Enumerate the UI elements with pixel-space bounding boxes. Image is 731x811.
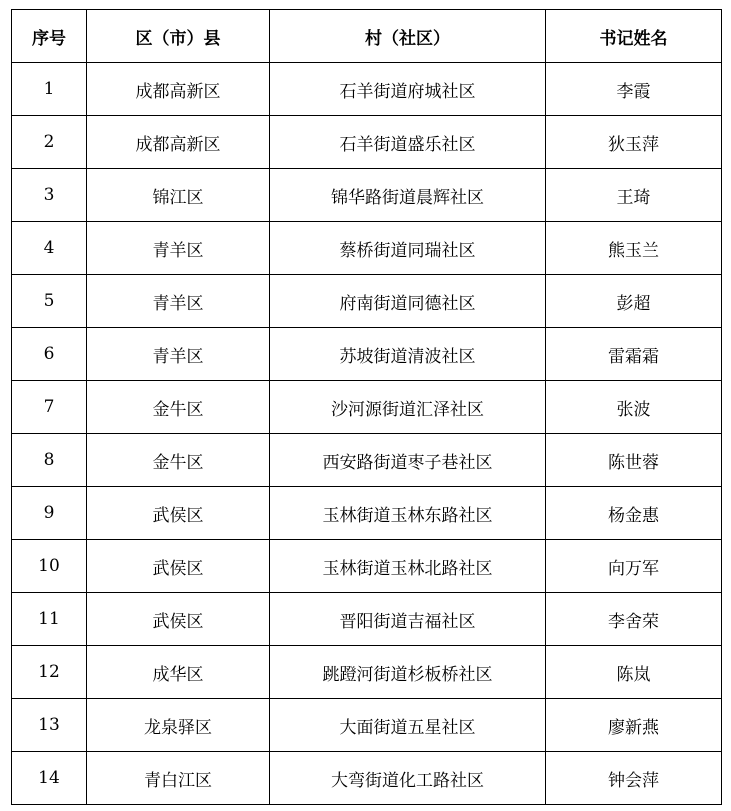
cell-community: 晋阳街道吉福社区 [270, 593, 546, 646]
header-district: 区（市）县 [87, 10, 270, 63]
cell-community: 西安路街道枣子巷社区 [270, 434, 546, 487]
cell-district: 武侯区 [87, 487, 270, 540]
cell-community: 玉林街道玉林北路社区 [270, 540, 546, 593]
table-row [12, 116, 722, 169]
cell-index: 3 [12, 169, 87, 222]
cell-secretary: 李霞 [546, 63, 722, 116]
cell-community: 大面街道五星社区 [270, 699, 546, 752]
cell-index: 11 [12, 593, 87, 646]
cell-index: 7 [12, 381, 87, 434]
table-row [12, 434, 722, 487]
table-row [12, 63, 722, 116]
table-row [12, 646, 722, 699]
cell-district: 锦江区 [87, 169, 270, 222]
table-row [12, 487, 722, 540]
header-row [12, 10, 722, 63]
cell-district: 武侯区 [87, 540, 270, 593]
cell-community: 苏坡街道清波社区 [270, 328, 546, 381]
cell-community: 石羊街道盛乐社区 [270, 116, 546, 169]
cell-index: 14 [12, 752, 87, 805]
cell-community: 沙河源街道汇泽社区 [270, 381, 546, 434]
cell-community: 锦华路街道晨辉社区 [270, 169, 546, 222]
cell-index: 13 [12, 699, 87, 752]
cell-secretary: 雷霜霜 [546, 328, 722, 381]
table-row [12, 275, 722, 328]
table-row [12, 752, 722, 805]
cell-secretary: 钟会萍 [546, 752, 722, 805]
table-row [12, 328, 722, 381]
cell-district: 金牛区 [87, 434, 270, 487]
table-row [12, 169, 722, 222]
cell-index: 5 [12, 275, 87, 328]
cell-community: 大弯街道化工路社区 [270, 752, 546, 805]
cell-district: 青羊区 [87, 275, 270, 328]
cell-district: 青白江区 [87, 752, 270, 805]
cell-district: 金牛区 [87, 381, 270, 434]
cell-district: 龙泉驿区 [87, 699, 270, 752]
cell-index: 4 [12, 222, 87, 275]
cell-community: 跳蹬河街道杉板桥社区 [270, 646, 546, 699]
cell-index: 6 [12, 328, 87, 381]
cell-secretary: 张波 [546, 381, 722, 434]
table-row [12, 381, 722, 434]
cell-secretary: 王琦 [546, 169, 722, 222]
cell-secretary: 廖新燕 [546, 699, 722, 752]
table-row [12, 222, 722, 275]
cell-secretary: 狄玉萍 [546, 116, 722, 169]
table-row [12, 540, 722, 593]
table-row [12, 593, 722, 646]
header-index: 序号 [12, 10, 87, 63]
cell-index: 12 [12, 646, 87, 699]
table-row [12, 699, 722, 752]
cell-community: 蔡桥街道同瑞社区 [270, 222, 546, 275]
cell-secretary: 陈岚 [546, 646, 722, 699]
header-community: 村（社区） [270, 10, 546, 63]
cell-community: 石羊街道府城社区 [270, 63, 546, 116]
cell-index: 2 [12, 116, 87, 169]
cell-secretary: 陈世蓉 [546, 434, 722, 487]
cell-secretary: 向万军 [546, 540, 722, 593]
cell-district: 青羊区 [87, 222, 270, 275]
cell-district: 青羊区 [87, 328, 270, 381]
cell-secretary: 熊玉兰 [546, 222, 722, 275]
cell-community: 府南街道同德社区 [270, 275, 546, 328]
cell-index: 10 [12, 540, 87, 593]
cell-index: 1 [12, 63, 87, 116]
cell-district: 成都高新区 [87, 63, 270, 116]
cell-secretary: 杨金惠 [546, 487, 722, 540]
cell-secretary: 李舍荣 [546, 593, 722, 646]
cell-community: 玉林街道玉林东路社区 [270, 487, 546, 540]
cell-district: 成都高新区 [87, 116, 270, 169]
cell-index: 9 [12, 487, 87, 540]
cell-index: 8 [12, 434, 87, 487]
cell-district: 成华区 [87, 646, 270, 699]
cell-district: 武侯区 [87, 593, 270, 646]
cell-secretary: 彭超 [546, 275, 722, 328]
secretary-table [11, 9, 722, 805]
header-secretary: 书记姓名 [546, 10, 722, 63]
